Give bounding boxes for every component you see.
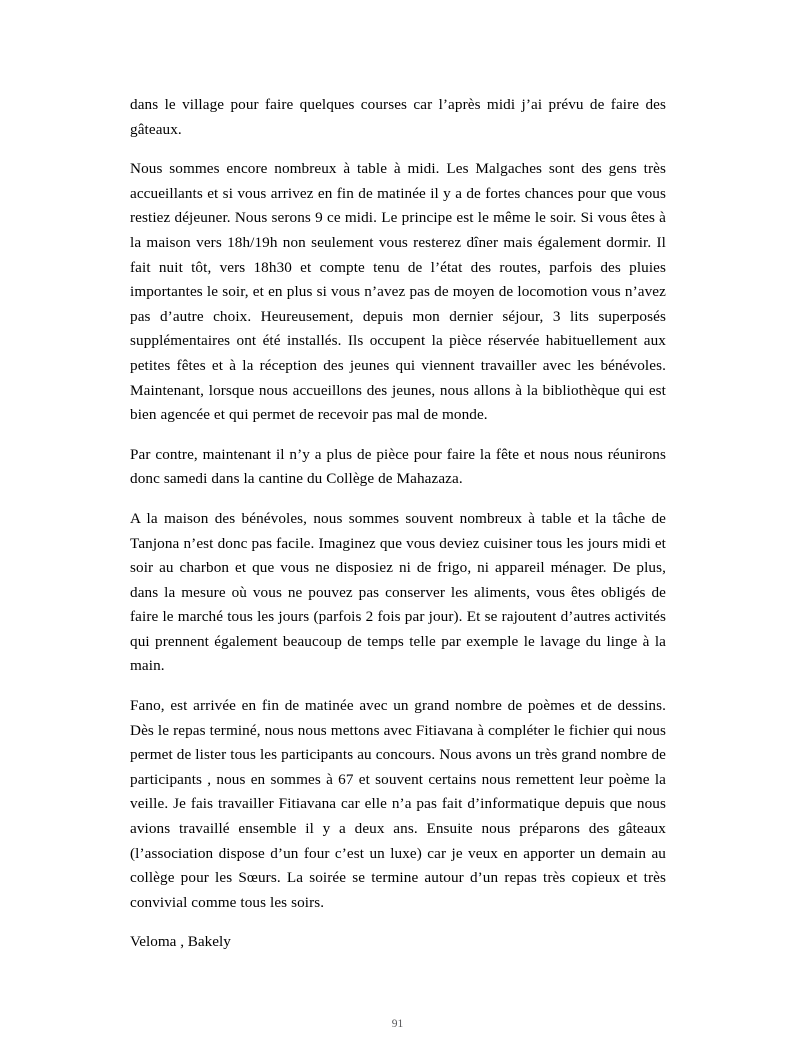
paragraph: Fano, est arrivée en fin de matinée avec un grand nombre de poèmes et de dessins. Dès le repas terminé, nous nous mettons avec Fitiavana à compléter le fichier qui nous permet de lister tous les participants au concours. Nous avons un très grand nombre de participants , nous en sommes à 67 et souvent certains nous remettent leur poème la veille. Je fais travailler Fitiavana car elle n’a pas fait d’informatique depuis que nous avions travaillé ensemble il y a deux ans. Ensuite nous préparons des gâteaux (l’association dispose d’un four c’est un luxe) car je veux en apporter un demain au collège pour les Sœurs. La soirée se termine autour d’un repas très copieux et très convivial comme tous les soirs. [130, 697, 666, 911]
page-number: 91 [391, 1018, 404, 1030]
document-body [130, 93, 666, 955]
paragraph: Nous sommes encore nombreux à table à midi. Les Malgaches sont des gens très accueillants et si vous arrivez en fin de matinée il y a de fortes chances pour que vous restiez déjeuner. Nous serons 9 ce midi. Le principe est le même le soir. Si vous êtes à la maison vers 18h/19h non seulement vous resterez dîner mais également dormir. Il fait nuit tôt, vers 18h30 et compte tenu de l’état des routes, parfois des pluies importantes le soir, et en plus si vous n’avez pas de moyen de locomotion vous n’avez pas d’autre choix. Heureusement, depuis mon dernier séjour, 3 lits superposés supplémentaires ont été installés. Ils occupent la pièce réservée habituellement aux petites fêtes et à la réception des jeunes qui viennent travailler avec les bénévoles. Maintenant, lorsque nous accueillons des jeunes, nous allons à la bibliothèque qui est bien agencée et qui permet de recevoir pas mal de monde. [130, 160, 666, 424]
paragraph: A la maison des bénévoles, nous sommes souvent nombreux à table et la tâche de Tanjona n’est donc pas facile. Imaginez que vous deviez cuisiner tous les jours midi et soir au charbon et que vous ne disposiez ni de frigo, ni appareil ménager. De plus, dans la mesure où vous ne pouvez pas conserver les aliments, vous êtes obligés de faire le marché tous les jours (parfois 2 fois par jour). Et se rajoutent d’autres activités qui prennent également beaucoup de temps telle par exemple le lavage du linge à la main. [130, 509, 666, 675]
signature-line: Veloma , Bakely [130, 933, 231, 951]
paragraph: Par contre, maintenant il n’y a plus de pièce pour faire la fête et nous nous réunirons donc samedi dans la cantine du Collège de Mahazaza. [130, 445, 666, 488]
paragraph: dans le village pour faire quelques courses car l’après midi j’ai prévu de faire des gâteaux. [130, 96, 666, 138]
